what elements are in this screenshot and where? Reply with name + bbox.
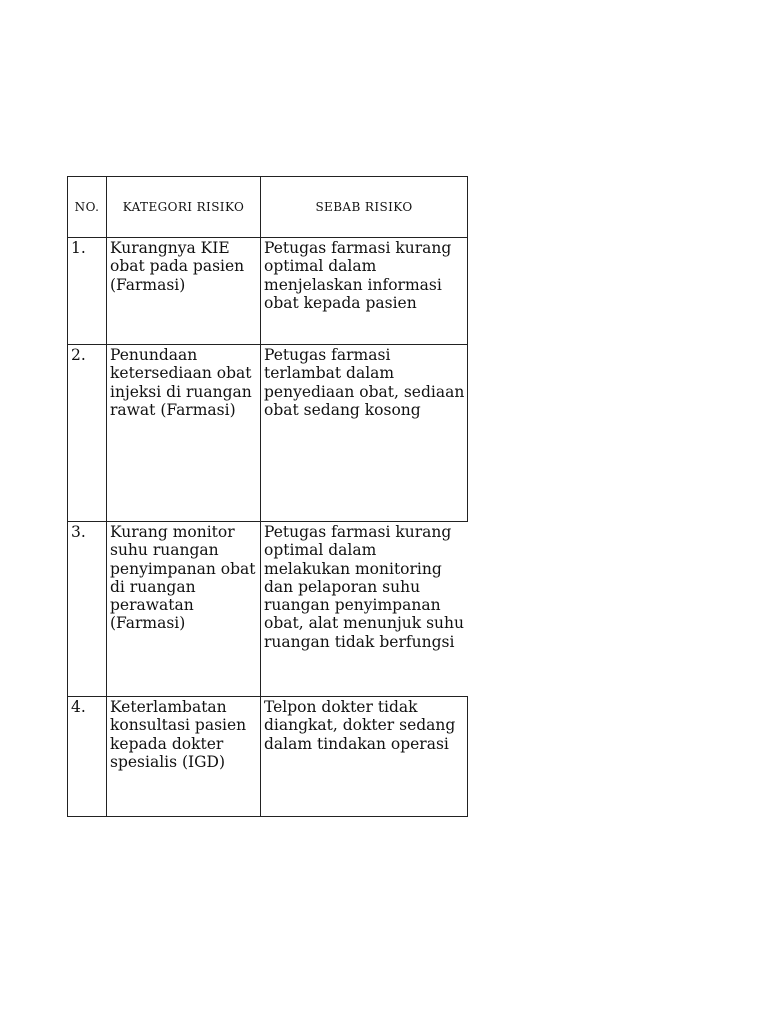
header-category: KATEGORI RISIKO bbox=[107, 177, 261, 238]
table-row bbox=[68, 345, 468, 522]
row-number: 3. bbox=[71, 523, 86, 541]
cause-cell bbox=[261, 345, 468, 522]
cause-cell bbox=[261, 238, 468, 345]
risk-cause: Telpon dokter tidak diangkat, dokter sedang dalam tindakan operasi bbox=[264, 698, 456, 753]
risk-category: Kurangnya KIE obat pada pasien (Farmasi) bbox=[110, 239, 245, 294]
table-row bbox=[68, 697, 468, 817]
risk-category: Penundaan ketersediaan obat injeksi di ruangan rawat (Farmasi) bbox=[110, 346, 252, 419]
table-row bbox=[68, 522, 468, 697]
table-header-row bbox=[68, 177, 468, 238]
risk-category: Kurang monitor suhu ruangan penyimpanan obat di ruangan perawatan (Farmasi) bbox=[110, 523, 256, 633]
row-number: 2. bbox=[71, 346, 86, 364]
row-number: 4. bbox=[71, 698, 86, 716]
category-cell bbox=[107, 522, 261, 697]
risk-category: Keterlambatan konsultasi pasien kepada dokter spesialis (IGD) bbox=[110, 698, 247, 771]
category-cell bbox=[107, 238, 261, 345]
header-cause: SEBAB RISIKO bbox=[261, 177, 468, 238]
row-number-cell bbox=[68, 522, 107, 697]
table-row bbox=[68, 238, 468, 345]
row-number-cell bbox=[68, 345, 107, 522]
row-number-cell bbox=[68, 238, 107, 345]
risk-cause: Petugas farmasi kurang optimal dalam melakukan monitoring dan pelaporan suhu ruangan penyimpanan obat, alat menunjuk suhu ruangan tidak berfungsi bbox=[264, 523, 465, 651]
risk-cause: Petugas farmasi kurang optimal dalam menjelaskan informasi obat kepada pasien bbox=[264, 239, 452, 312]
row-number-cell bbox=[68, 697, 107, 817]
row-number: 1. bbox=[71, 239, 86, 257]
category-cell bbox=[107, 345, 261, 522]
risk-cause: Petugas farmasi terlambat dalam penyediaan obat, sediaan obat sedang kosong bbox=[264, 346, 465, 419]
header-no: NO. bbox=[68, 177, 107, 238]
cause-cell bbox=[261, 697, 468, 817]
risk-table bbox=[67, 176, 468, 817]
category-cell bbox=[107, 697, 261, 817]
cause-cell bbox=[261, 522, 468, 697]
